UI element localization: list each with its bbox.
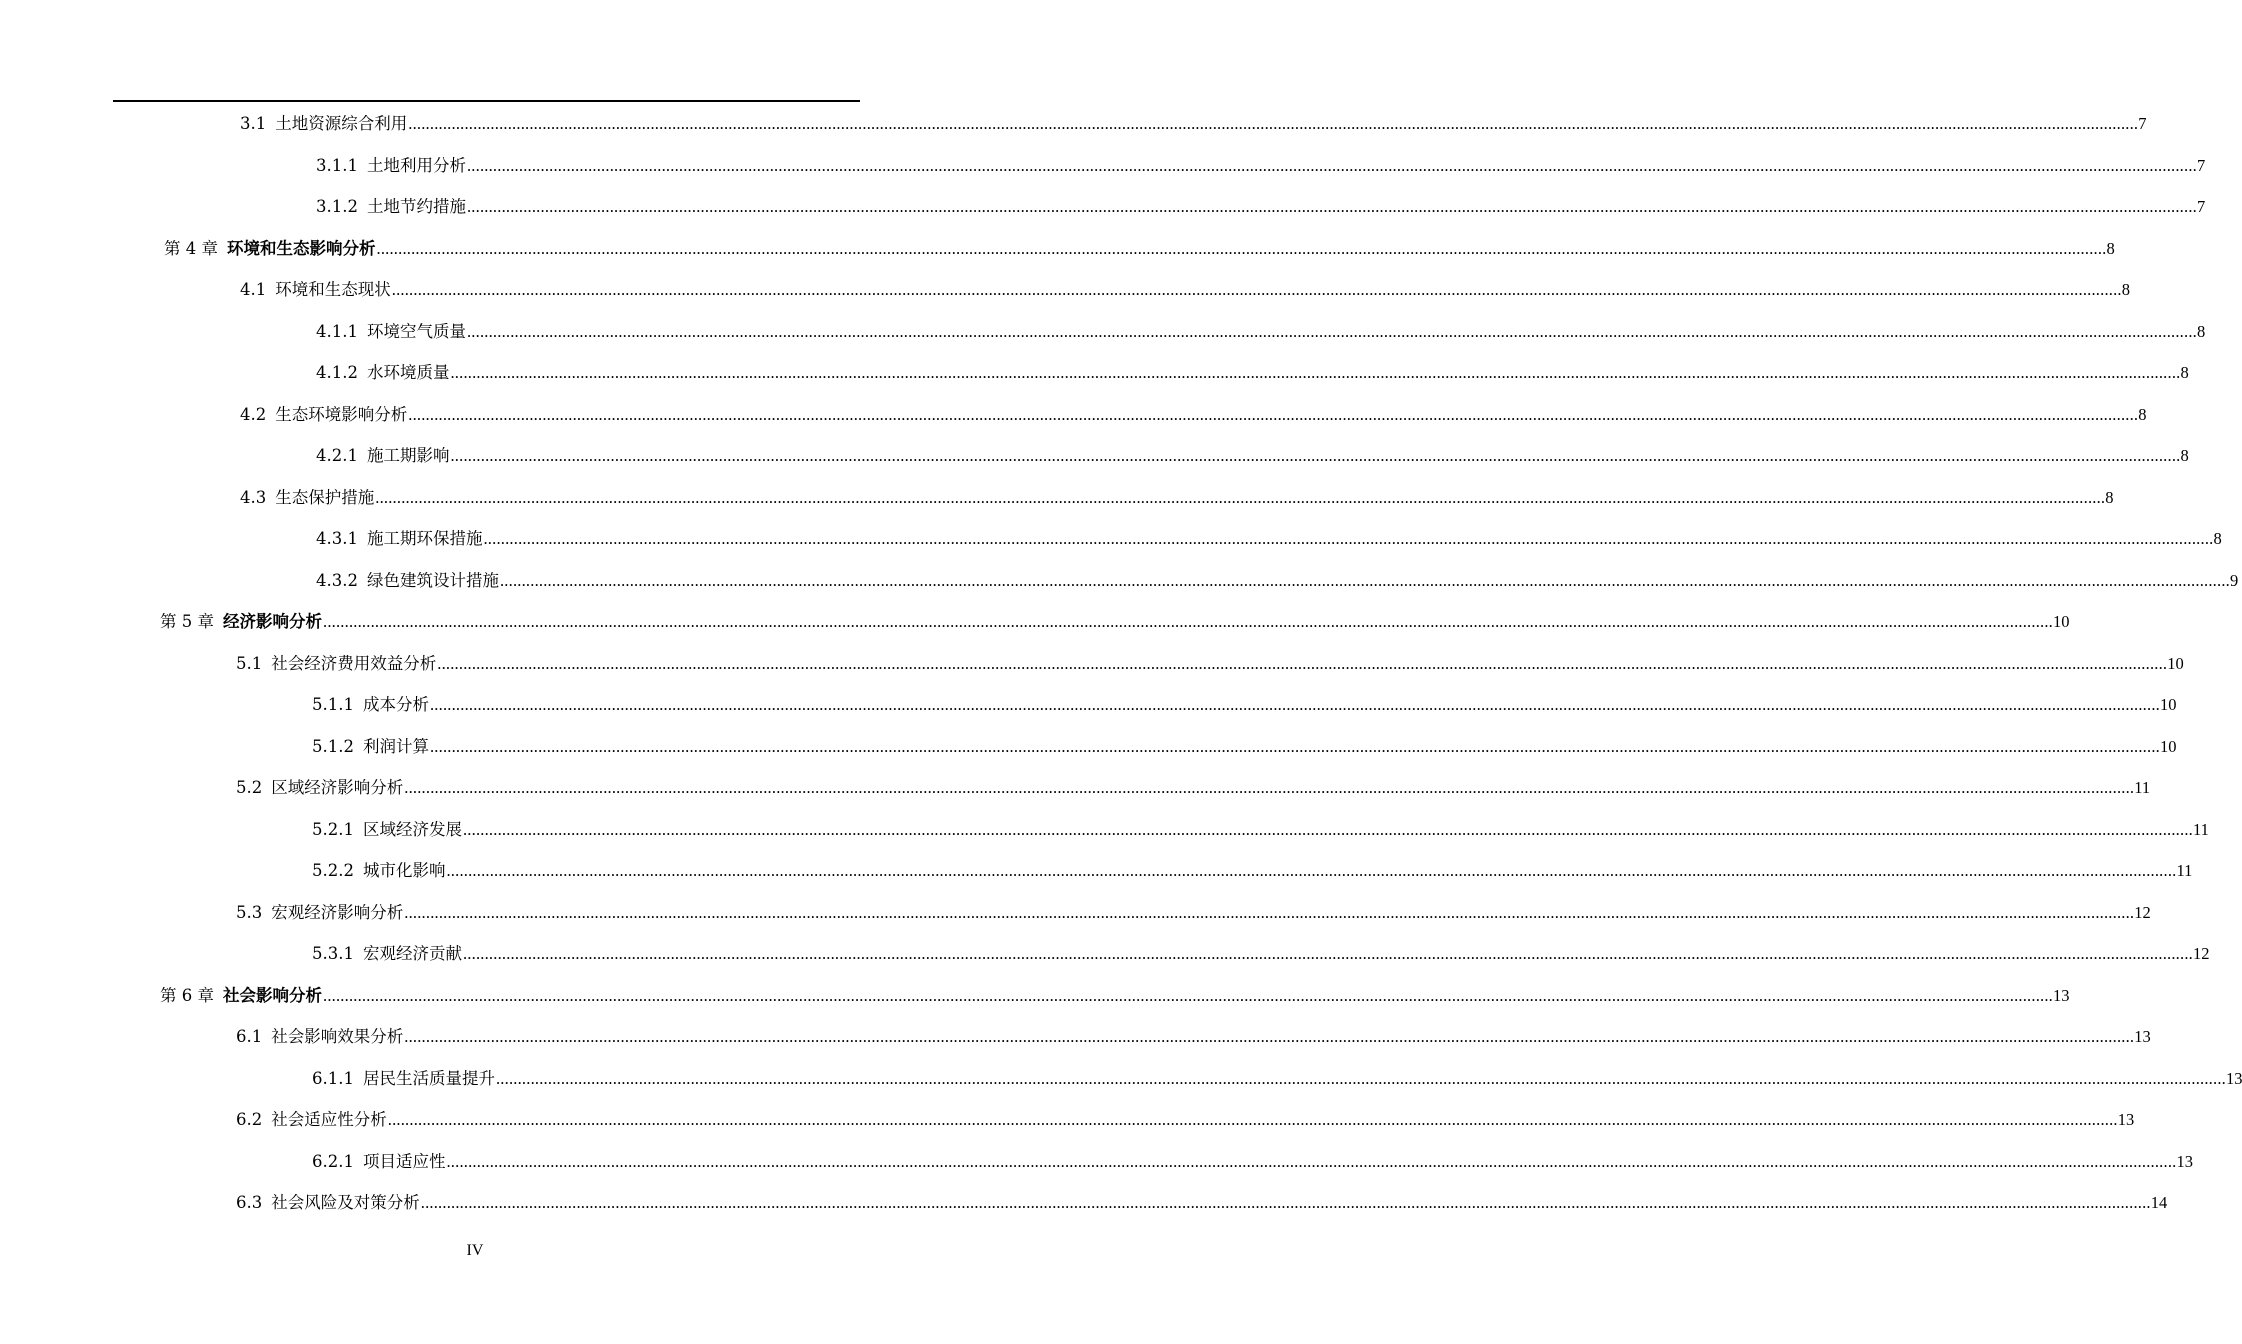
toc-entry-number: 5.3 [236,902,263,922]
toc-section-entry[interactable] [240,485,2114,511]
toc-section-entry[interactable] [240,277,2130,303]
toc-subsection-entry[interactable] [316,568,2239,594]
toc-dot-leader: ................................................................................................................................................................................................................................................................................................................................................................................................................ [446,1151,2177,1171]
toc-dot-leader: ................................................................................................................................................................................................................................................................................................................................................................................................................ [420,1193,2151,1212]
toc-entry-title: 成本分析 [362,695,429,714]
toc-entry-title: 社会适应性分析 [271,1110,387,1129]
toc-dot-leader: ................................................................................................................................................................................................................................................................................................................................................................................................................ [387,1110,2118,1129]
toc-entry-number: 5.1.2 [312,736,354,756]
toc-entry-number: 5.2 [236,778,263,797]
toc-entry-number: 6.3 [236,1193,263,1212]
toc-page-number: 10 [2159,695,2177,714]
toc-chapter-entry[interactable] [160,983,2070,1009]
toc-subsection-entry[interactable] [316,443,2189,469]
toc-entry-title: 环境和生态影响分析 [227,238,376,258]
toc-entry-number: 5.1.1 [312,695,354,714]
toc-page-number: 13 [2134,1027,2151,1046]
toc-entry-title: 生态环境影响分析 [275,404,408,424]
toc-entry-label [160,983,323,1009]
toc-entry-number: 4.1.2 [316,363,358,382]
toc-entry-title: 土地利用分析 [366,155,466,175]
toc-entry-label [240,111,408,137]
toc-page-number: 7 [2196,155,2206,175]
toc-entry-title: 居民生活质量提升 [362,1068,495,1088]
toc-entry-title: 社会经济费用效益分析 [271,653,437,673]
toc-entry-label [236,1107,388,1133]
toc-entry-label [312,817,463,843]
toc-section-entry[interactable] [240,111,2147,137]
toc-entry-title: 土地节约措施 [366,197,466,216]
toc-page-number: 13 [2117,1110,2135,1129]
toc-entry-number: 4.1.1 [316,321,358,341]
toc-entry-number: 第 4 章 [164,238,218,258]
toc-entry-label [312,734,430,760]
toc-entry-title: 环境空气质量 [366,321,466,341]
toc-entry-number: 4.3 [240,487,267,507]
toc-dot-leader: ................................................................................................................................................................................................................................................................................................................................................................................................................ [404,902,2135,922]
toc-entry-title: 社会风险及对策分析 [271,1193,420,1212]
toc-entry-title: 城市化影响 [362,861,446,880]
toc-entry-title: 项目适应性 [362,1151,446,1171]
toc-page-number: 8 [2105,487,2114,507]
toc-entry-title: 土地资源综合利用 [275,114,408,133]
toc-section-entry[interactable] [236,900,2151,926]
toc-page-number: 11 [2192,819,2209,839]
toc-entry-number: 5.1 [236,653,263,673]
toc-dot-leader: ................................................................................................................................................................................................................................................................................................................................................................................................................ [462,944,2193,963]
toc-dot-leader: ................................................................................................................................................................................................................................................................................................................................................................................................................ [323,612,2053,631]
toc-entry-label [316,319,467,345]
toc-page-number: 13 [2225,1068,2242,1088]
toc-entry-title: 生态保护措施 [275,487,375,507]
toc-entry-number: 5.2.1 [312,819,354,839]
toc-entry-number: 6.2 [236,1110,263,1129]
toc-page-number: 13 [2176,1151,2193,1171]
toc-subsection-entry[interactable] [316,526,2222,552]
toc-entry-number: 3.1.2 [316,197,358,216]
toc-dot-leader: ................................................................................................................................................................................................................................................................................................................................................................................................................ [466,321,2197,341]
toc-section-entry[interactable] [236,1024,2151,1050]
toc-entry-title: 施工期环保措施 [366,529,483,548]
toc-entry-number: 3.1 [240,114,267,133]
toc-subsection-entry[interactable] [316,360,2189,386]
toc-entry-title: 环境和生态现状 [275,280,391,299]
toc-entry-title: 宏观经济影响分析 [271,902,404,922]
toc-entry-label [312,692,430,718]
toc-entry-label [316,153,467,179]
toc-page-number: 8 [2180,446,2189,465]
toc-subsection-entry[interactable] [312,1066,2242,1092]
toc-dot-leader: ................................................................................................................................................................................................................................................................................................................................................................................................................ [483,529,2214,548]
toc-entry-label [164,236,377,262]
toc-dot-leader: ................................................................................................................................................................................................................................................................................................................................................................................................................ [466,197,2197,216]
toc-page-number: 8 [2213,529,2222,548]
toc-dot-leader: ................................................................................................................................................................................................................................................................................................................................................................................................................ [375,487,2106,507]
toc-page-number: 8 [2121,280,2130,299]
toc-entry-label [236,775,404,801]
toc-page-number: 13 [2053,985,2070,1005]
toc-entry-label [316,443,450,469]
toc-chapter-entry[interactable] [164,236,2115,262]
toc-dot-leader: ................................................................................................................................................................................................................................................................................................................................................................................................................ [404,1027,2135,1046]
toc-dot-leader: ................................................................................................................................................................................................................................................................................................................................................................................................................ [437,653,2168,673]
toc-subsection-entry[interactable] [312,941,2210,967]
toc-subsection-entry[interactable] [316,194,2206,220]
toc-entry-title: 利润计算 [362,736,429,756]
toc-entry-label [316,194,467,220]
toc-dot-leader: ................................................................................................................................................................................................................................................................................................................................................................................................................ [404,778,2135,797]
toc-page-number: 10 [2167,653,2184,673]
toc-section-entry[interactable] [236,775,2151,801]
toc-chapter-entry[interactable] [160,609,2070,635]
toc-page-number: 12 [2134,902,2151,922]
toc-entry-number: 4.2 [240,404,267,424]
toc-entry-number: 6.1 [236,1027,263,1046]
toc-section-entry[interactable] [236,1107,2135,1133]
toc-section-entry[interactable] [240,402,2147,428]
toc-subsection-entry[interactable] [312,817,2209,843]
toc-page-number: 8 [2106,238,2115,258]
toc-subsection-entry[interactable] [316,153,2206,179]
toc-entry-title: 水环境质量 [366,363,450,382]
toc-page-number: 10 [2053,612,2070,631]
toc-dot-leader: ................................................................................................................................................................................................................................................................................................................................................................................................................ [450,363,2181,382]
toc-entry-title: 绿色建筑设计措施 [366,570,499,590]
toc-subsection-entry[interactable] [312,734,2177,760]
toc-dot-leader: ................................................................................................................................................................................................................................................................................................................................................................................................................ [446,861,2177,880]
toc-page-number: 10 [2159,736,2177,756]
toc-entry-label [240,485,375,511]
toc-entry-title: 社会影响效果分析 [271,1027,404,1046]
toc-entry-label [316,360,450,386]
toc-entry-label [312,1149,446,1175]
toc-entry-title: 区域经济影响分析 [271,778,404,797]
toc-entry-label [316,568,500,594]
toc-subsection-entry[interactable] [312,858,2193,884]
toc-dot-leader: ................................................................................................................................................................................................................................................................................................................................................................................................................ [323,985,2053,1005]
toc-dot-leader: ................................................................................................................................................................................................................................................................................................................................................................................................................ [450,446,2181,465]
toc-entry-label [160,609,323,635]
toc-entry-title: 经济影响分析 [223,612,322,631]
toc-dot-leader: ................................................................................................................................................................................................................................................................................................................................................................................................................ [462,819,2193,839]
toc-entry-label [312,858,446,884]
toc-page-number: 11 [2134,778,2151,797]
toc-dot-leader: ................................................................................................................................................................................................................................................................................................................................................................................................................ [499,570,2230,590]
toc-subsection-entry[interactable] [316,319,2206,345]
toc-entry-label [316,526,483,552]
toc-entry-title: 区域经济发展 [362,819,462,839]
toc-page-number: 8 [2180,363,2189,382]
toc-entry-number: 第 6 章 [160,985,214,1005]
toc-page-number: 11 [2176,861,2193,880]
toc-entry-label [236,1190,421,1216]
toc-subsection-entry[interactable] [312,1149,2193,1175]
toc-entry-label [236,1024,404,1050]
toc-entry-label [236,651,437,677]
toc-dot-leader: ................................................................................................................................................................................................................................................................................................................................................................................................................ [376,238,2107,258]
toc-entry-title: 施工期影响 [366,446,450,465]
toc-entry-label [236,900,404,926]
toc-entry-label [312,1066,496,1092]
toc-entry-title: 宏观经济贡献 [362,944,462,963]
toc-entry-number: 第 5 章 [160,612,214,631]
toc-entry-number: 3.1.1 [316,155,358,175]
toc-entry-label [312,941,463,967]
toc-page-number: 14 [2150,1193,2168,1212]
toc-page-number: 7 [2196,197,2206,216]
toc-page-number: 8 [2138,404,2147,424]
toc-subsection-entry[interactable] [312,692,2177,718]
header-rule [113,100,860,102]
toc-dot-leader: ................................................................................................................................................................................................................................................................................................................................................................................................................ [391,280,2122,299]
toc-dot-leader: ................................................................................................................................................................................................................................................................................................................................................................................................................ [429,736,2160,756]
toc-entry-number: 4.1 [240,280,267,299]
toc-dot-leader: ................................................................................................................................................................................................................................................................................................................................................................................................................ [408,404,2139,424]
toc-entry-number: 6.1.1 [312,1068,354,1088]
toc-entry-label [240,402,408,428]
toc-entry-title: 社会影响分析 [223,985,322,1005]
toc-dot-leader: ................................................................................................................................................................................................................................................................................................................................................................................................................ [495,1068,2226,1088]
toc-dot-leader: ................................................................................................................................................................................................................................................................................................................................................................................................................ [466,155,2197,175]
toc-page-number: 8 [2196,321,2206,341]
toc-section-entry[interactable] [236,1190,2168,1216]
toc-page-number: 12 [2192,944,2210,963]
toc-dot-leader: ................................................................................................................................................................................................................................................................................................................................................................................................................ [408,114,2139,133]
toc-dot-leader: ................................................................................................................................................................................................................................................................................................................................................................................................................ [429,695,2160,714]
toc-entry-number: 5.2.2 [312,861,354,880]
page-number-footer: IV [466,1242,484,1259]
toc-page-number: 9 [2229,570,2239,590]
toc-entry-label [240,277,392,303]
toc-page-number: 7 [2138,114,2147,133]
toc-entry-number: 4.3.1 [316,529,358,548]
toc-entry-number: 5.3.1 [312,944,354,963]
toc-section-entry[interactable] [236,651,2184,677]
toc-entry-number: 6.2.1 [312,1151,354,1171]
toc-entry-number: 4.2.1 [316,446,358,465]
toc-entry-number: 4.3.2 [316,570,358,590]
